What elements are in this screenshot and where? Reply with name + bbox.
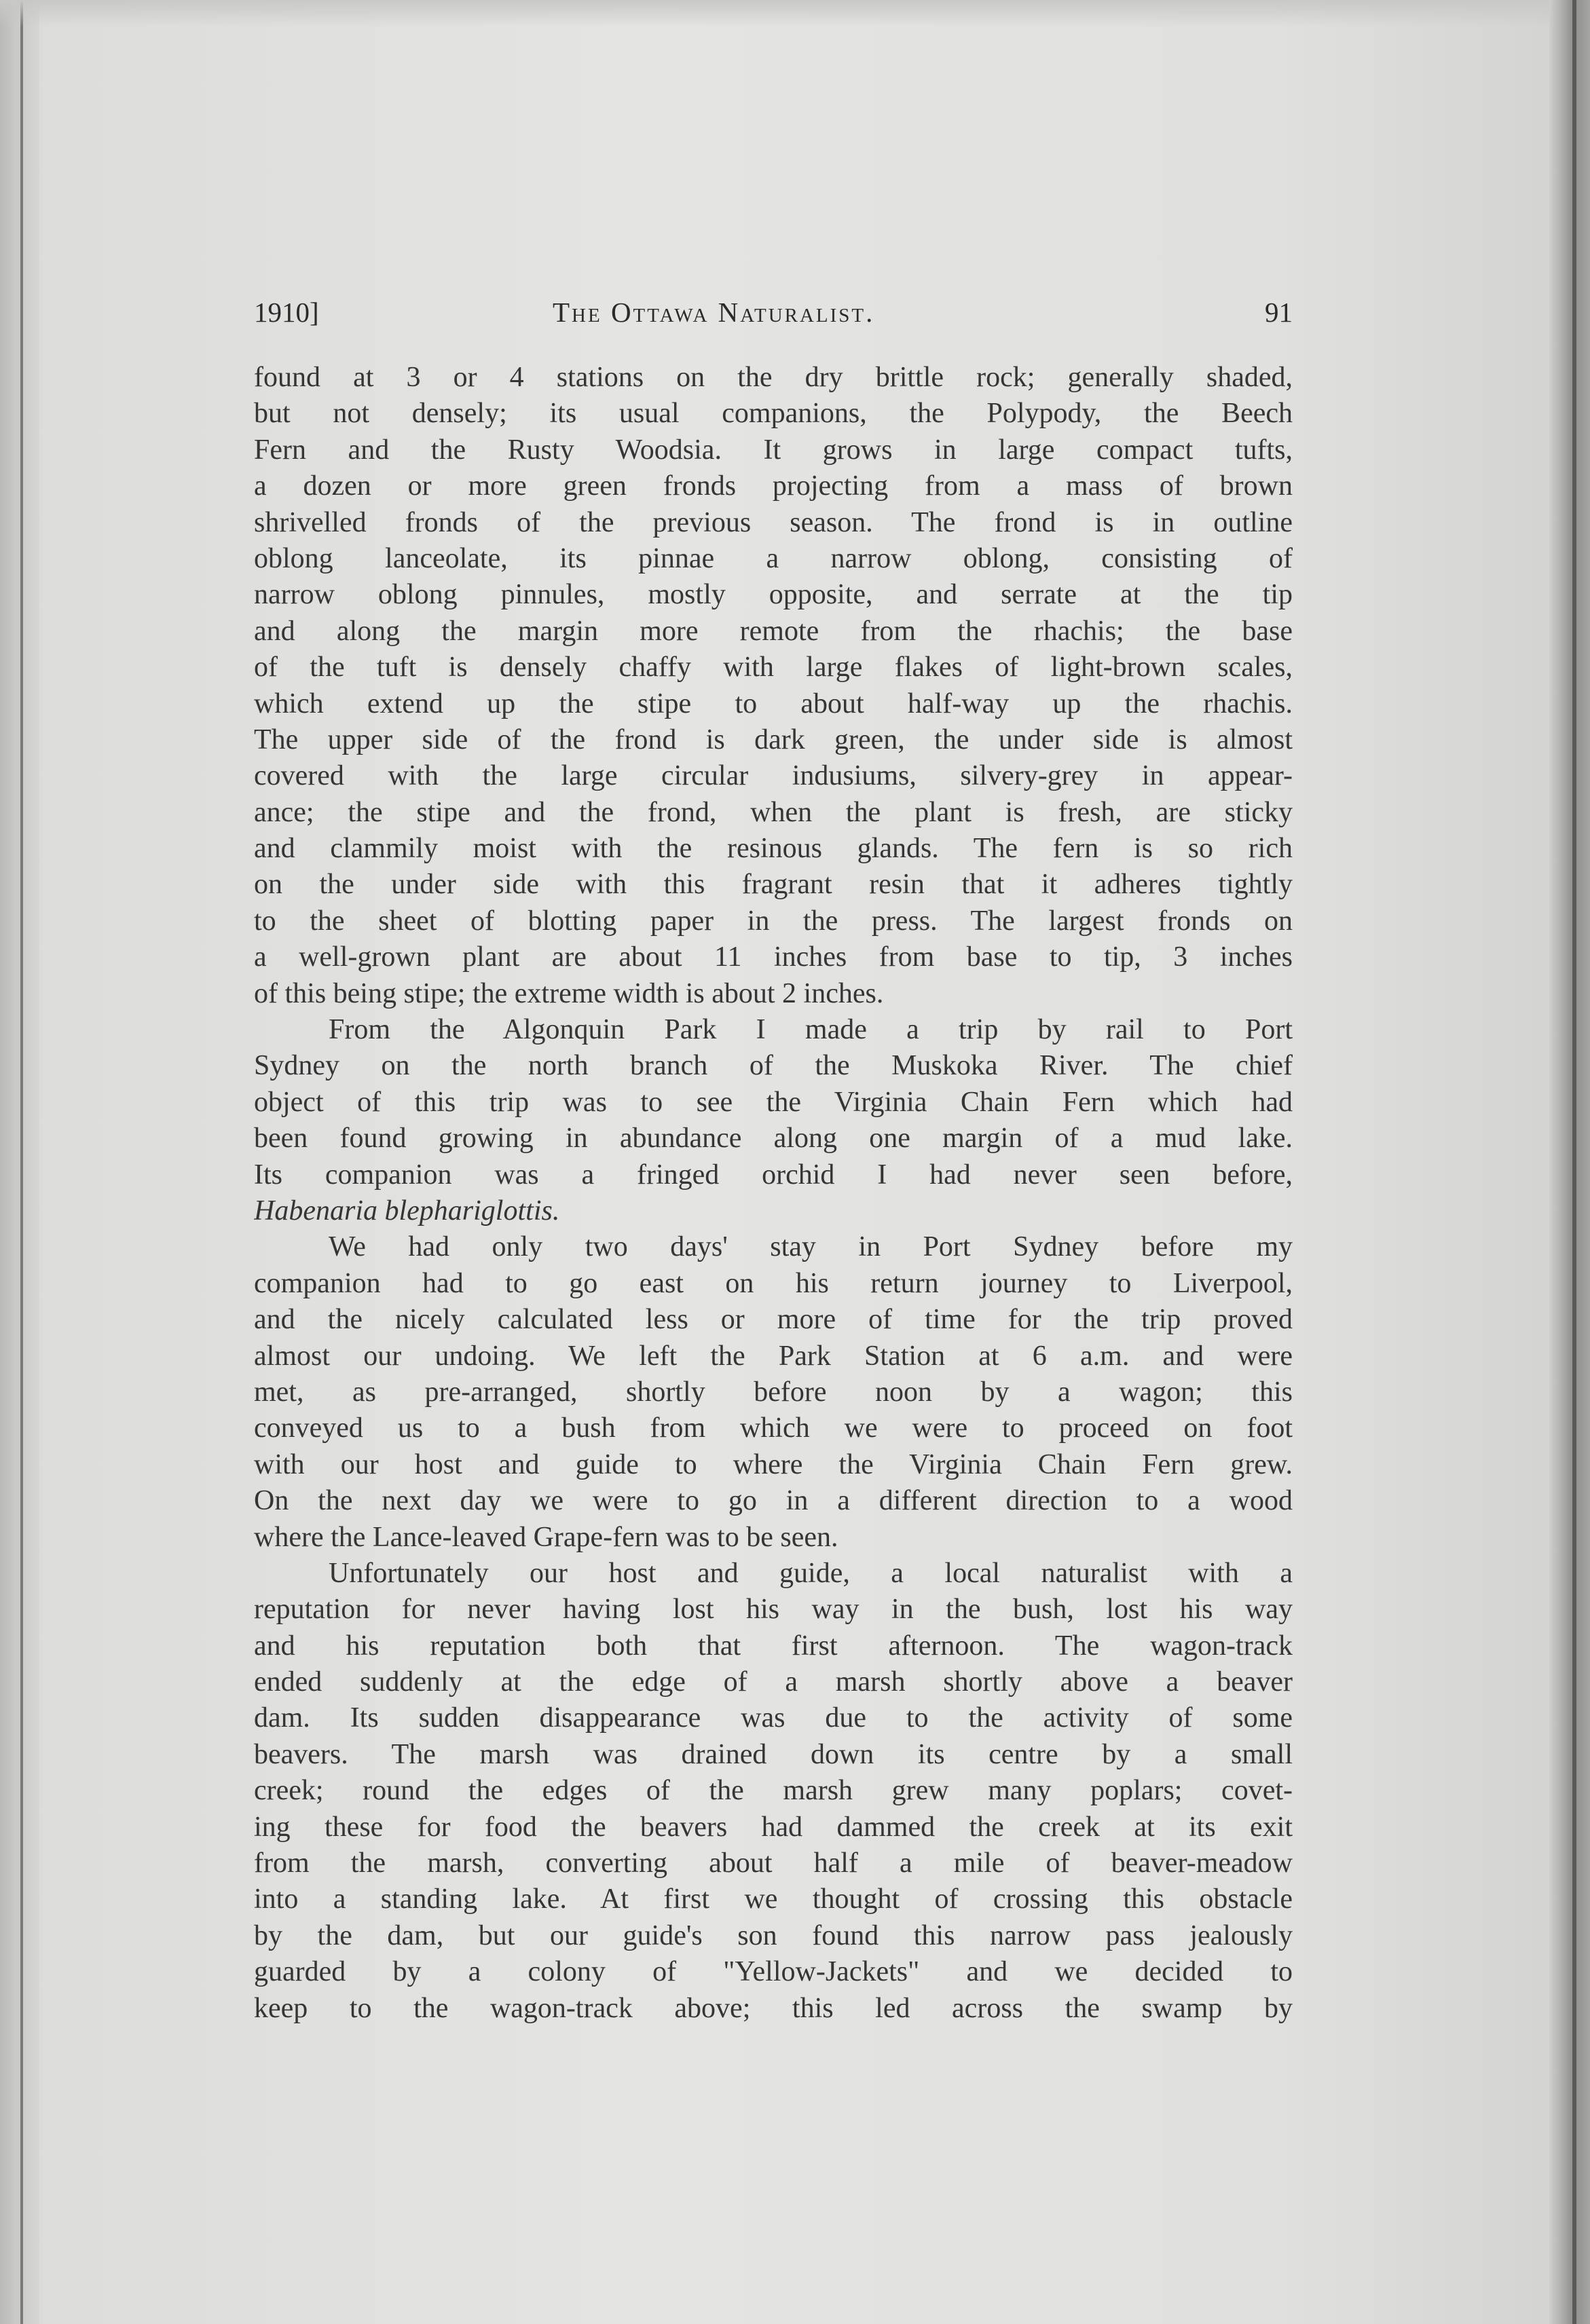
- text-line: narrow oblong pinnules, mostly opposite, and serrate at the tip: [254, 579, 1293, 611]
- text-line: beavers. The marsh was drained down its centre by a small: [254, 1738, 1293, 1770]
- running-head: [254, 292, 1293, 333]
- text-line: dam. Its sudden disappearance was due to the activity of some: [254, 1702, 1293, 1734]
- text-line: object of this trip was to see the Virginia Chain Fern which had: [254, 1086, 1293, 1118]
- page-content: [254, 292, 1293, 2029]
- text-line: conveyed us to a bush from which we were to proceed on foot: [254, 1412, 1293, 1444]
- text-line: Fern and the Rusty Woodsia. It grows in large compact tufts,: [254, 434, 1293, 466]
- text-line: from the marsh, converting about half a mile of beaver-meadow: [254, 1848, 1293, 1879]
- body-text: [254, 360, 1293, 2027]
- text-line: oblong lanceolate, its pinnae a narrow oblong, consisting of: [254, 542, 1293, 574]
- text-line: and clammily moist with the resinous glands. The fern is so rich: [254, 833, 1293, 865]
- text-line: The upper side of the frond is dark green, the under side is almost: [254, 724, 1293, 755]
- text-line: Its companion was a fringed orchid I had never seen before,: [254, 1159, 1293, 1191]
- text-line: and his reputation both that first afternoon. The wagon-track: [254, 1630, 1293, 1662]
- text-line: Unfortunately our host and guide, a local naturalist with a: [329, 1557, 1293, 1589]
- text-line: by the dam, but our guide's son found this narrow pass jealously: [254, 1919, 1293, 1951]
- text-line: covered with the large circular indusiums, silvery-grey in appear-: [254, 760, 1293, 792]
- text-line: and the nicely calculated less or more of time for the trip proved: [254, 1304, 1293, 1336]
- text-line: of this being stipe; the extreme width is about 2 inches.: [254, 977, 884, 1009]
- binding-shadow: [0, 0, 39, 2324]
- page-number: 91: [1265, 297, 1293, 328]
- text-line: found at 3 or 4 stations on the dry brittle rock; generally shaded,: [254, 362, 1293, 393]
- text-line: a dozen or more green fronds projecting from a mass of brown: [254, 470, 1293, 502]
- text-line: but not densely; its usual companions, the Polypody, the Beech: [254, 398, 1293, 430]
- text-line: companion had to go east on his return journey to Liverpool,: [254, 1267, 1293, 1299]
- text-line: on the under side with this fragrant resin that it adheres tightly: [254, 869, 1293, 901]
- text-line: shrivelled fronds of the previous season. The frond is in outline: [254, 506, 1293, 538]
- text-line: guarded by a colony of "Yellow-Jackets" and we decided to: [254, 1956, 1293, 1988]
- right-page-edge: [1549, 0, 1590, 2324]
- text-line: and along the margin more remote from the rhachis; the base: [254, 615, 1293, 647]
- text-line: been found growing in abundance along one margin of a mud lake.: [254, 1123, 1293, 1155]
- text-line: reputation for never having lost his way in the bush, lost his way: [254, 1594, 1293, 1626]
- left-page-edge: [20, 0, 23, 2324]
- text-line: with our host and guide to where the Virginia Chain Fern grew.: [254, 1448, 1293, 1480]
- text-line: Sydney on the north branch of the Muskoka River. The chief: [254, 1050, 1293, 1082]
- text-line: Habenaria blephariglottis.: [254, 1195, 560, 1226]
- text-line: of the tuft is densely chaffy with large flakes of light-brown scales,: [254, 652, 1293, 683]
- text-line: to the sheet of blotting paper in the press. The largest fronds on: [254, 905, 1293, 937]
- right-edge-rule: [1572, 0, 1576, 2324]
- text-line: On the next day we were to go in a different direction to a wood: [254, 1485, 1293, 1517]
- text-line: ended suddenly at the edge of a marsh shortly above a beaver: [254, 1666, 1293, 1698]
- text-line: We had only two days' stay in Port Sydney before my: [329, 1231, 1293, 1263]
- top-shadow: [0, 0, 1590, 27]
- text-line: ance; the stipe and the frond, when the plant is fresh, are sticky: [254, 796, 1293, 828]
- text-line: met, as pre-arranged, shortly before noon by a wagon; this: [254, 1376, 1293, 1408]
- text-line: almost our undoing. We left the Park Station at 6 a.m. and were: [254, 1340, 1293, 1372]
- text-line: From the Algonquin Park I made a trip by rail to Port: [329, 1014, 1293, 1046]
- text-line: creek; round the edges of the marsh grew many poplars; covet-: [254, 1775, 1293, 1807]
- journal-title: The Ottawa Naturalist.: [553, 297, 875, 328]
- text-line: keep to the wagon-track above; this led across the swamp by: [254, 1992, 1293, 2024]
- text-line: where the Lance-leaved Grape-fern was to be seen.: [254, 1521, 838, 1553]
- text-line: which extend up the stipe to about half-way up the rhachis.: [254, 688, 1293, 719]
- running-head-year: 1910]: [254, 297, 319, 328]
- text-line: a well-grown plant are about 11 inches from base to tip, 3 inches: [254, 941, 1293, 973]
- text-line: ing these for food the beavers had dammed the creek at its exit: [254, 1811, 1293, 1843]
- text-line: into a standing lake. At first we thought of crossing this obstacle: [254, 1883, 1293, 1915]
